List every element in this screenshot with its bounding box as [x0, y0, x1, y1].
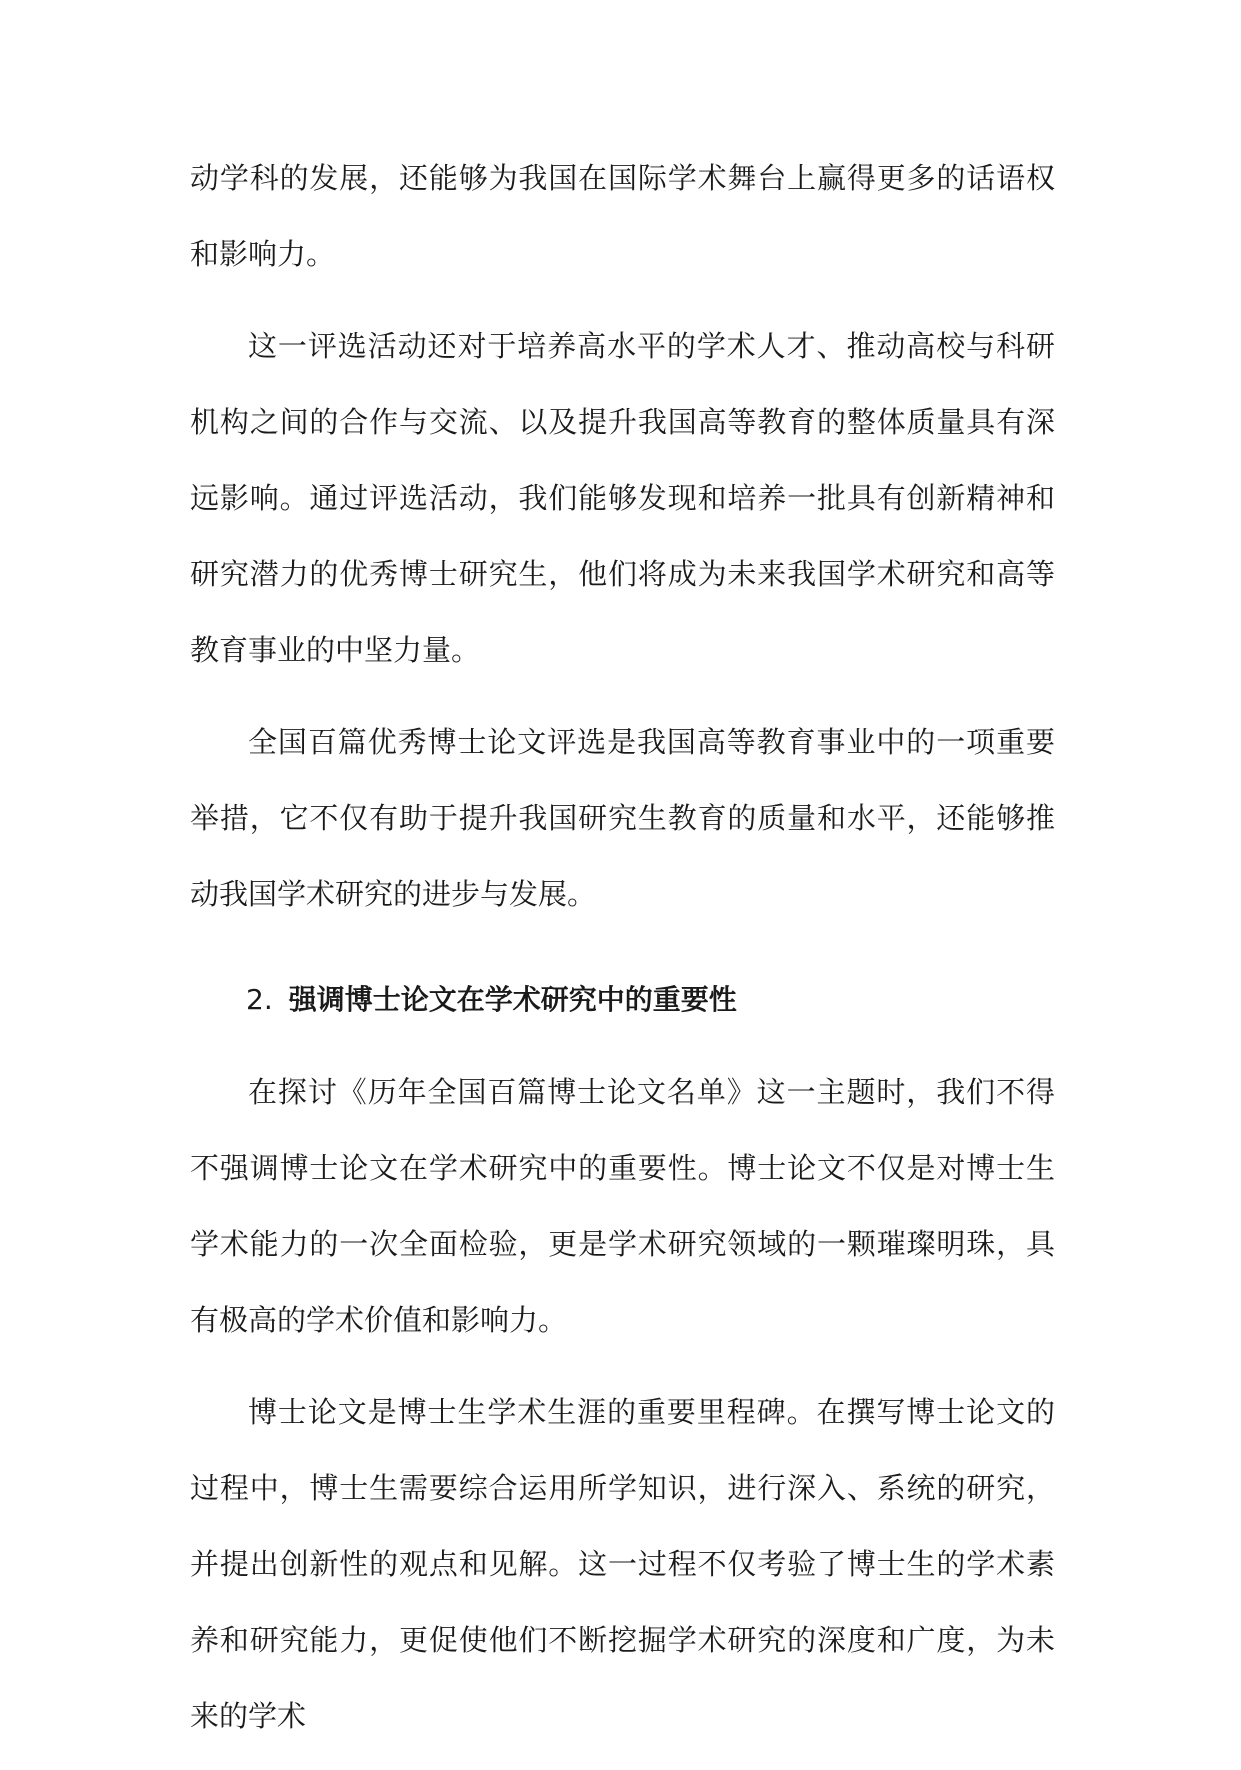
- paragraph: 全国百篇优秀博士论文评选是我国高等教育事业中的一项重要举措，它不仅有助于提升我国研究生教育的质量和水平，还能够推动我国学术研究的进步与发展。: [190, 725, 1055, 911]
- section-title: 强调博士论文在学术研究中的重要性: [288, 983, 737, 1016]
- paragraph-continued: 动学科的发展，还能够为我国在国际学术舞台上赢得更多的话语权和影响力。: [190, 161, 1055, 271]
- paragraph: 这一评选活动还对于培养高水平的学术人才、推动高校与科研机构之间的合作与交流、以及提升我国高等教育的整体质量具有深远影响。通过评选活动，我们能够发现和培养一批具有创新精神和研究潜力的优秀博士研究生，他们将成为未来我国学术研究和高等教育事业的中坚力量。: [190, 329, 1055, 667]
- document-body: [190, 140, 1055, 1770]
- section-number: 2.: [246, 983, 273, 1016]
- paragraph: 博士论文是博士生学术生涯的重要里程碑。在撰写博士论文的过程中，博士生需要综合运用所学知识，进行深入、系统的研究，并提出创新性的观点和见解。这一过程不仅考验了博士生的学术素养和研究能力，更促使他们不断挖掘学术研究的深度和广度，为未来的学术: [190, 1395, 1055, 1733]
- section-heading: [190, 962, 1055, 1038]
- paragraph: 在探讨《历年全国百篇博士论文名单》这一主题时，我们不得不强调博士论文在学术研究中的重要性。博士论文不仅是对博士生学术能力的一次全面检验，更是学术研究领域的一颗璀璨明珠，具有极高的学术价值和影响力。: [190, 1075, 1055, 1337]
